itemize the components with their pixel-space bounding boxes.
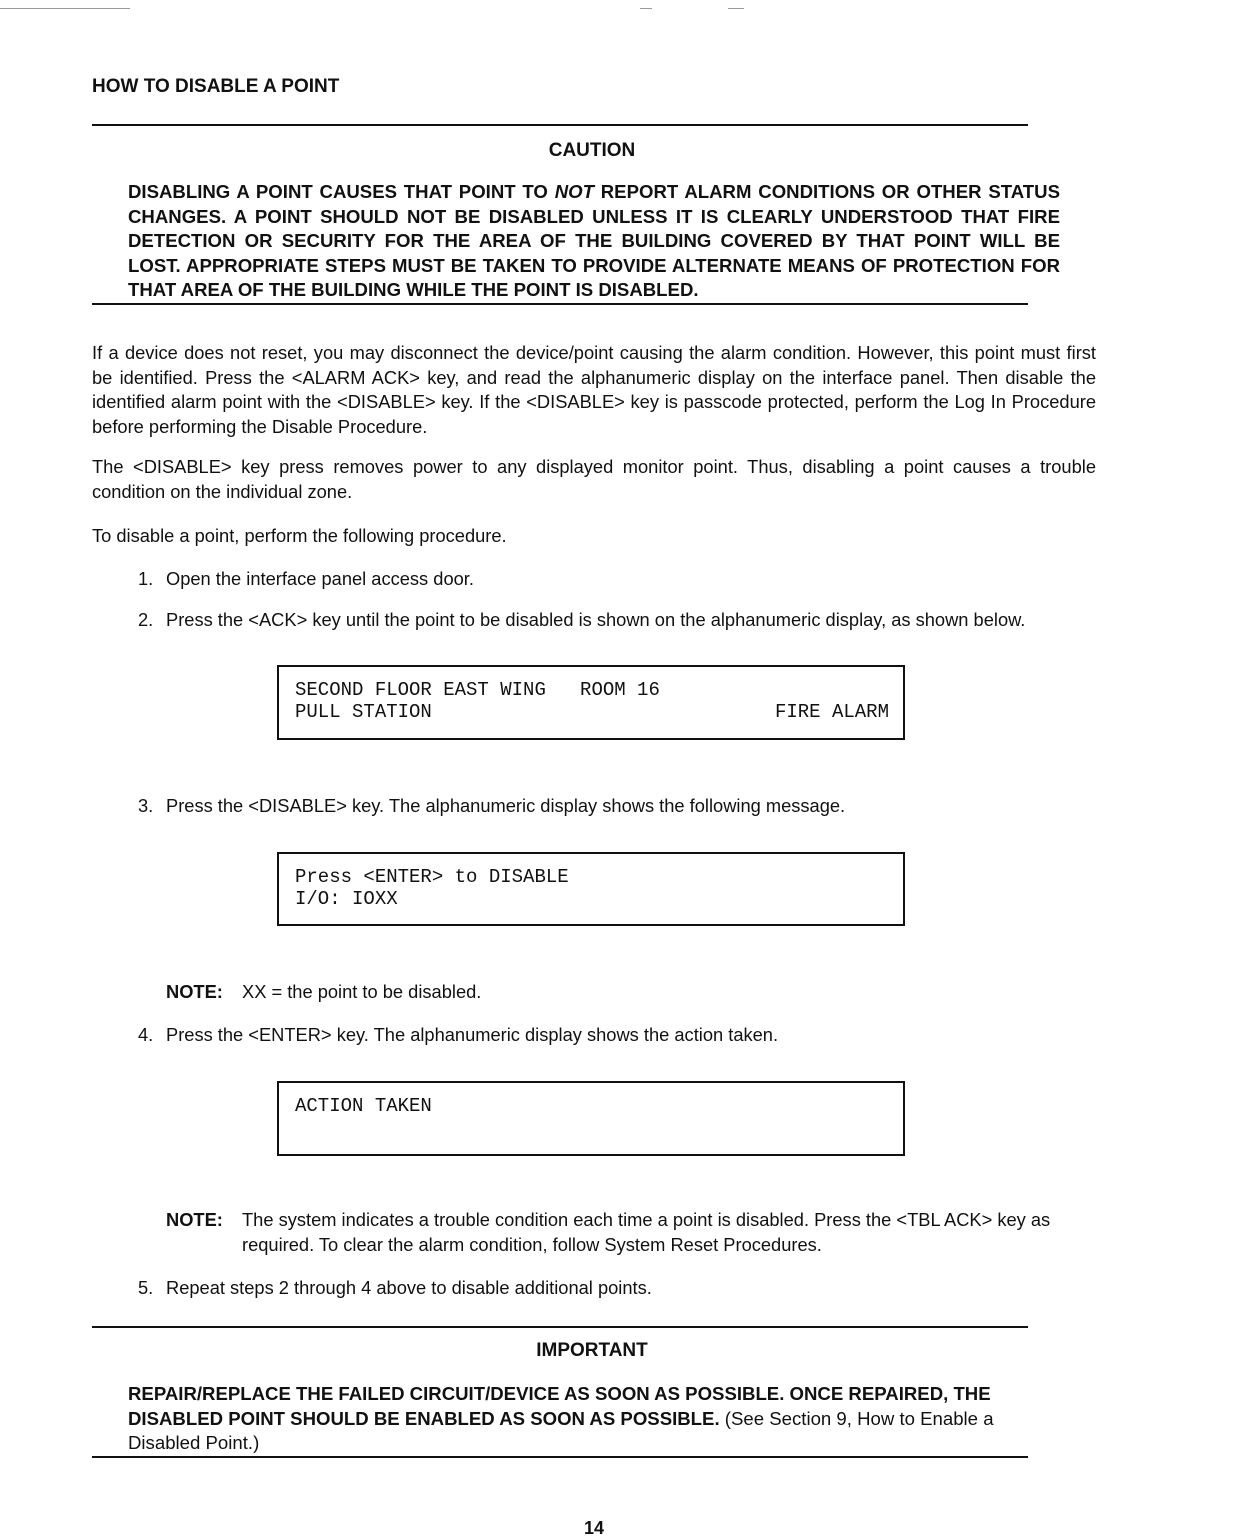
intro-paragraph: If a device does not reset, you may disconnect the device/point causing the alarm condition. However, this point must first be identified. Press the <ALARM ACK> key, and read the alphanumeric display on the interface panel. Then disable the identified alarm point with the <DISABLE> key. If the <DISABLE> key is passcode protected, perform the Log In Procedure before performing the Disable Procedure. [92,342,1096,437]
important-text: REPAIR/REPLACE THE FAILED CIRCUIT/DEVICE AS SOON AS POSSIBLE. ONCE REPAIRED, THE DISABLED POINT SHOULD BE ENABLED AS SOON AS POSSIBLE. (See Section 9, How to Enable a Disabled Point.) [128,1383,994,1453]
step-4: 4. Press the <ENTER> key. The alphanumeric display shows the action taken. [138,1024,779,1045]
caution-top-rule [92,124,1028,126]
section-heading: HOW TO DISABLE A POINT [92,76,340,97]
display-confirm-disable: Press <ENTER> to DISABLE I/O: IOXX [277,852,905,926]
caution-text: DISABLING A POINT CAUSES THAT POINT TO NOT REPORT ALARM CONDITIONS OR OTHER STATUS CHANGES. A POINT SHOULD NOT BE DISABLED UNLESS IT IS CLEARLY UNDERSTOOD THAT FIRE DETECTION OR SECURITY FOR THE AREA OF THE BUILDING COVERED BY THAT POINT WILL BE LOST. APPROPRIATE STEPS MUST BE TAKEN TO PROVIDE ALTERNATE MEANS OF PROTECTION FOR THAT AREA OF THE BUILDING WHILE THE POINT IS DISABLED. [128,181,1060,300]
important-title: IMPORTANT [536,1340,648,1361]
caution-title: CAUTION [548,140,636,161]
display-action-taken: ACTION TAKEN [277,1081,905,1156]
step-2: 2. Press the <ACK> key until the point to be disabled is shown on the alphanumeric display, as shown below. [138,609,1026,630]
step-5: 5. Repeat steps 2 through 4 above to disable additional points. [138,1277,652,1298]
scan-artifact [728,8,744,9]
important-top-rule [92,1326,1028,1328]
page-number: 14 [583,1518,605,1538]
caution-bottom-rule [92,303,1028,305]
note-trouble: NOTE: The system indicates a trouble condition each time a point is disabled. Press the <TBL ACK> key as required. To clear the alarm condition, follow System Reset Procedures. [166,1209,1051,1255]
note-xx: NOTE: XX = the point to be disabled. [166,981,482,1002]
step-1: 1. Open the interface panel access door. [138,568,474,589]
scan-artifact [640,8,652,9]
disable-effect-paragraph: The <DISABLE> key press removes power to any displayed monitor point. Thus, disabling a point causes a trouble condition on the individual zone. [92,456,1096,502]
scan-artifact [0,8,130,9]
important-bottom-rule [92,1456,1028,1458]
display-alarm-point: SECOND FLOOR EAST WING ROOM 16 PULL STATION FIRE ALARM [277,665,905,740]
procedure-intro: To disable a point, perform the following procedure. [92,525,507,546]
step-3: 3. Press the <DISABLE> key. The alphanumeric display shows the following message. [138,795,846,816]
